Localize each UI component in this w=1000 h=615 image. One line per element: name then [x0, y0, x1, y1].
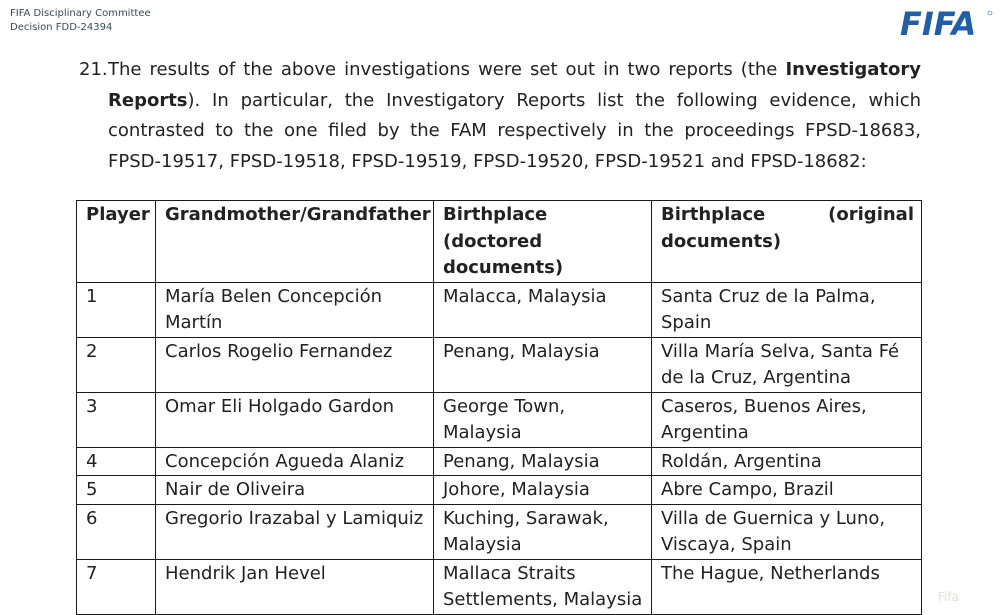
player-number-cell: 2 [77, 337, 156, 392]
table-row [77, 282, 922, 337]
original-birthplace-cell: Villa de Guernica y Luno, Viscaya, Spain [652, 504, 922, 559]
player-number-cell: 1 [77, 282, 156, 337]
player-number-cell: 4 [77, 447, 156, 476]
table-row [77, 447, 922, 476]
original-birthplace-cell: Santa Cruz de la Palma, Spain [652, 282, 922, 337]
grandparent-name-cell: María Belen Concepción Martín [156, 282, 434, 337]
original-birthplace-cell: Abre Campo, Brazil [652, 476, 922, 505]
grandparent-name-cell: Hendrik Jan Hevel [156, 559, 434, 614]
doctored-birthplace-cell: Penang, Malaysia [434, 337, 652, 392]
decision-number: Decision FDD-24394 [10, 22, 113, 33]
original-birthplace-cell: Villa María Selva, Santa Fé de la Cruz, Argentina [652, 337, 922, 392]
doctored-birthplace-cell: George Town, Malaysia [434, 392, 652, 447]
grandparent-name-cell: Gregorio Irazabal y Lamiquiz [156, 504, 434, 559]
table-row [77, 504, 922, 559]
paragraph-number: 21. [79, 59, 108, 80]
header-birthplace-original: Birthplace (original documents) [652, 201, 922, 283]
document-header [10, 7, 151, 35]
header-player: Player [77, 201, 156, 283]
original-birthplace-cell: Roldán, Argentina [652, 447, 922, 476]
paragraph-text-end: ). In particular, the Investigatory Reports list the following evidence, which contrasted to the one filed by the FAM respectively in the proceedings FPSD-18683, FPSD-19517, FPSD-19518, FPSD-19519, FPSD-19520, FPSD-19521 and FPSD-18682: [108, 89, 921, 172]
defined-term: Investigatory Reports [108, 59, 921, 111]
player-number-cell: 7 [77, 559, 156, 614]
grandparent-name-cell: Nair de Oliveira [156, 476, 434, 505]
grandparent-name-cell: Concepción Agueda Alaniz [156, 447, 434, 476]
original-birthplace-cell: Caseros, Buenos Aires, Argentina [652, 392, 922, 447]
player-number-cell: 6 [77, 504, 156, 559]
table-row [77, 559, 922, 614]
doctored-birthplace-cell: Malacca, Malaysia [434, 282, 652, 337]
player-number-cell: 5 [77, 476, 156, 505]
doctored-birthplace-cell: Mallaca Straits Settlements, Malaysia [434, 559, 652, 614]
watermark: Fifa [938, 590, 959, 604]
table-header-row [77, 201, 922, 283]
header-grandparent: Grandmother/Grandfather [156, 201, 434, 283]
grandparent-name-cell: Carlos Rogelio Fernandez [156, 337, 434, 392]
paragraph-body [108, 55, 921, 177]
header-birthplace-doctored: Birthplace (doctored documents) [434, 201, 652, 283]
doctored-birthplace-cell: Johore, Malaysia [434, 476, 652, 505]
table-row [77, 476, 922, 505]
table-row [77, 337, 922, 392]
fifa-logo [898, 3, 994, 41]
fifa-logo-text: FIFA [900, 5, 977, 41]
original-birthplace-cell: The Hague, Netherlands [652, 559, 922, 614]
doctored-birthplace-cell: Penang, Malaysia [434, 447, 652, 476]
paragraph-text-start: The results of the above investigations were set out in two reports (the [108, 59, 786, 80]
table-row [77, 392, 922, 447]
player-number-cell: 3 [77, 392, 156, 447]
committee-name: FIFA Disciplinary Committee [10, 8, 151, 19]
grandparent-name-cell: Omar Eli Holgado Gardon [156, 392, 434, 447]
doctored-birthplace-cell: Kuching, Sarawak, Malaysia [434, 504, 652, 559]
evidence-table [76, 200, 922, 615]
